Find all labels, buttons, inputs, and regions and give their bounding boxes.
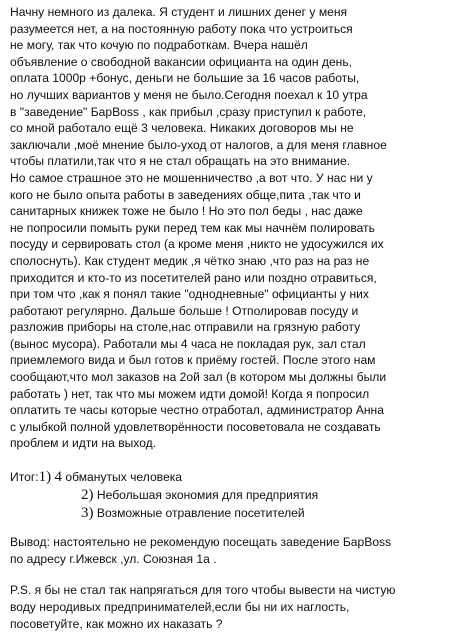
- summary-item-2: [10, 486, 468, 504]
- postscript-line: посоветуйте, как можно их наказать ?: [10, 617, 223, 632]
- story-line: проблем и идти на выход.: [10, 436, 157, 451]
- story-line: приемлемого вида и был готов к приёму гостей. После этого нам: [10, 353, 376, 368]
- summary-item-1: [10, 468, 468, 486]
- story-line: работать ) нет, так что мы можем идти домой! Когда я попросил: [10, 386, 370, 401]
- story-line: заключали ,моё мнение было-уход от налогов, а для меня главное: [10, 137, 387, 152]
- postscript-line: воду неродивых предпринимателей,если бы ни их наглость,: [10, 600, 350, 615]
- summary-item-text: Возможные отравление посетителей: [96, 506, 305, 521]
- story-line: сообщают,что мол заказов на 2ой зал (в котором мы должны были: [10, 370, 387, 385]
- summary-item-number: 1): [38, 469, 52, 486]
- story-line: приходится и кто-то из посетителей рано или поздно отравиться,: [10, 270, 377, 285]
- story-line: но лучших вариантов у меня не было.Сегодня поехал к 10 утра: [10, 87, 368, 102]
- story-line: со мной работало ещё 3 человека. Никаких договоров мы не: [10, 121, 354, 136]
- story-line: Начну немного из далека. Я студент и лишних денег у меня: [10, 5, 348, 19]
- summary-item-3: [10, 504, 468, 522]
- spacer: [10, 452, 468, 468]
- summary-item-number: 2): [81, 487, 94, 504]
- story-line: Но самое страшное это не мошенничество ,а вот что. У нас ни у: [10, 170, 373, 185]
- conclusion-line: Вывод: настоятельно не рекомендую посещать заведение БарBoss: [10, 535, 392, 550]
- story-line: посуду и сервировать стол (а кроме меня ,никто не удосужился их: [10, 237, 384, 252]
- story-line: в "заведение" БарBoss , как прибыл ,сразу приступил к работе,: [10, 104, 367, 119]
- story-line: работают регулярно. Дальше больше ! Отполировав посуду и: [10, 303, 359, 318]
- summary-item-count: 4: [54, 469, 62, 486]
- story-line: объявление о свободной вакансии официанта на один день,: [10, 54, 353, 69]
- story-paragraph: [10, 4, 468, 452]
- summary-item-number: 3): [81, 505, 94, 522]
- conclusion-section: [10, 534, 468, 568]
- summary-section: [10, 468, 468, 522]
- conclusion-line: по адресу г.Ижевск ,ул. Союзная 1а .: [10, 552, 217, 567]
- document-page: [10, 4, 468, 633]
- spacer: [10, 522, 468, 534]
- story-line: оплатить те часы которые честно отработал, администратор Анна: [10, 403, 384, 418]
- spacer: [10, 568, 468, 582]
- summary-item-text: Небольшая экономия для предприятия: [96, 488, 319, 503]
- postscript-section: [10, 582, 468, 633]
- postscript-line: P.S. я бы не стал так напрягаться для того чтобы вывести на чистую: [10, 583, 396, 598]
- story-line: разумеется нет, а на постоянную работу пока что устроиться: [10, 21, 353, 36]
- story-line: (вынос мусора). Работали мы 4 часа не покладая рук, зал стал: [10, 336, 366, 351]
- story-line: с улыбкой полной удовлетворённости посоветовала не создавать: [10, 419, 381, 434]
- story-line: кого не было опыта работы в заведениях обще,пита ,так что и: [10, 187, 361, 202]
- summary-label: Итог:: [10, 470, 39, 485]
- story-line: при том что ,как я понял такие "однодневные" официанты у них: [10, 287, 369, 302]
- story-line: чтобы платили,так что я не стал обращать на это внимание.: [10, 154, 351, 169]
- story-line: не попросили помыть руки перед тем как мы начнём полировать: [10, 220, 375, 235]
- summary-item-text: обманутых человека: [65, 470, 182, 485]
- story-line: оплата 1000р +бонус, деньги не большие за 16 часов работы,: [10, 71, 360, 86]
- story-line: сполоснуть). Как студент медик ,я чётко знаю ,что раз на раз не: [10, 253, 370, 268]
- story-line: не могу, так что кочую по подработкам. Вчера нашёл: [10, 38, 308, 53]
- story-line: санитарных книжек тоже не было ! Но это пол беды , нас даже: [10, 204, 363, 219]
- story-line: разложив приборы на столе,нас отправили на грязную работу: [10, 320, 361, 335]
